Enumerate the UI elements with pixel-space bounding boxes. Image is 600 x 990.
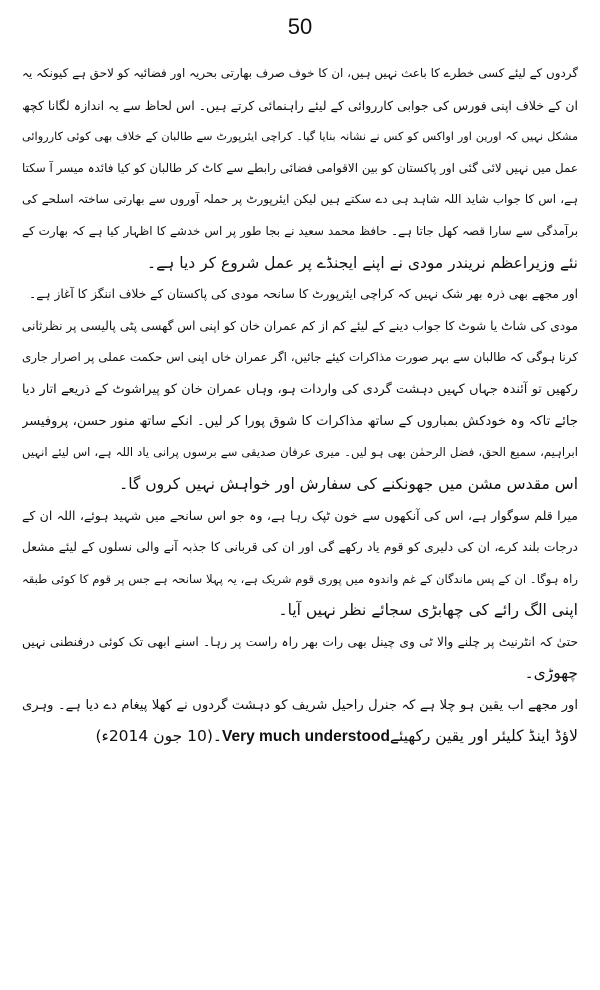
text-line: رکھیں تو آئندہ جہاں کہیں دہشت گردی کی واردات ہو، وہاں عمران خان کو پیراشوٹ کے ذریعے اتار دیا (22, 381, 578, 397)
text-line: چھوڑی۔ (524, 664, 578, 683)
paragraph (22, 627, 578, 690)
text-line: کرنا ہوگی کہ طالبان سے بہر صورت مذاکرات کیئے جائیں، اگر عمران خاں اپنی اس حکمت عملی پر اصرار جاری (22, 350, 578, 365)
paragraph (22, 58, 578, 279)
paragraph (22, 311, 578, 501)
text-line: مودی کی شاٹ یا شوٹ کا جواب دینے کے لیئے کم از کم عمران خان کو اپنی اس گھسی پٹی پالیسی پر نظرثانی (22, 318, 578, 333)
text-line: گردوں کے لیئے کسی خطرے کا باعث نہیں ہیں، ان کا خوف صرف بھارتی بحریہ اور فضائیہ کو لاحق ہے کیونکہ یہ (22, 66, 578, 80)
text-line: اپنی الگ رائے کی چھابڑی سجائے نظر نہیں آیا۔ (278, 601, 578, 620)
text-line: نئے وزیراعظم نریندر مودی نے اپنے ایجنڈے پر عمل شروع کر دیا ہے۔ (147, 253, 578, 272)
text-line: میرا قلم سوگوار ہے، اس کی آنکھوں سے خون ٹپک رہا ہے، وہ جو اس سانحے میں شہید ہوئے، اللہ ان کے (22, 508, 578, 524)
page-number: 50 (287, 14, 313, 39)
text-line: جائے تاکہ وہ خودکش بمباروں کے ساتھ مذاکرات کا شوق پورا کر لیں۔ انکے ساتھ منور حسن، پروفیسر (22, 413, 578, 429)
text-line: درجات بلند کرے، ان کی دلیری کو قوم یاد رکھے گی اور ان کی قربانی کا جذبہ آنے والی نسلوں کے لیئے مشعل (22, 539, 578, 554)
text-line: عمل میں نہیں لائی گئی اور پاکستان کو بین الاقوامی فضائی رابطے سے کاٹ کر طالبان کو کیا فائدہ میسر آ سکتا (22, 160, 578, 175)
text-line: اور مجھے بھی ذرہ بھر شک نہیں کہ کراچی ایئرپورٹ کا سانحہ مودی کی پاکستان کے خلاف اننگز کا آغاز ہے۔ (29, 287, 578, 302)
text-line: حتیٰ کہ انٹرنیٹ پر چلنے والا ٹی وی چینل بھی رات بھر راہ راست پر رہا۔ اسنے ابھی تک کوئی درفنطنی نہیں (22, 634, 578, 649)
text-line: مشکل نہیں کہ اورین اور اواکس کو کس نے نشانہ بنایا گیا۔ کراچی ایئرپورٹ سے طالبان کے خلاف بھی کوئی کارروائی (22, 130, 578, 144)
text-line: ان کے خلاف اپنی فورس کی جوابی کارروائی کے لیئے راہنمائی کرتے ہیں۔ اس لحاظ سے یہ اندازہ لگانا کچھ (22, 97, 578, 113)
paragraph (22, 690, 578, 753)
text-line: راہ ہوگا۔ ان کے پس ماندگان کے غم واندوہ میں پوری قوم شریک ہے، یہ پہلا سانحہ ہے جس پر قوم کا کوئی طبقہ (22, 571, 578, 586)
text-line: اور مجھے اب یقین ہو چلا ہے کہ جنرل راحیل شریف کو دہشت گردوں نے کھلا پیغام دے دیا ہے۔ وہری (22, 697, 578, 713)
closing-line (22, 721, 578, 753)
text-line: اس مقدس مشن میں جھونکنے کی سفارش اور خواہش نہیں کروں گا۔ (119, 474, 578, 493)
text-line: ہے، اس کا جواب شاید اللہ شاہد ہی دے سکتے ہیں لیکن ایئرپورٹ پر حملہ آوروں سے بھارتی ساختہ اسلحے کی (22, 192, 578, 207)
paragraph (22, 279, 578, 311)
closing-urdu-start: لاؤڈ اینڈ کلیئر اور یقین رکھیئے (389, 727, 578, 746)
article-body (22, 58, 578, 753)
text-line: برآمدگی سے سارا قصہ کھل جاتا ہے۔ حافظ محمد سعید نے بجا طور پر اس خدشے کا اظہار کیا ہے کہ بھارت کے (22, 223, 578, 238)
closing-date: ۔(10 جون 2014ء) (95, 727, 222, 746)
paragraph (22, 500, 578, 626)
closing-english-phrase: Very much understood (221, 728, 390, 746)
text-line: ابراہیم، سمیع الحق، فضل الرحمٰن بھی ہو لیں۔ میری عرفان صدیقی سے برسوں پرانی یاد اللہ ہے، اس لیئے انہیں (22, 445, 578, 460)
